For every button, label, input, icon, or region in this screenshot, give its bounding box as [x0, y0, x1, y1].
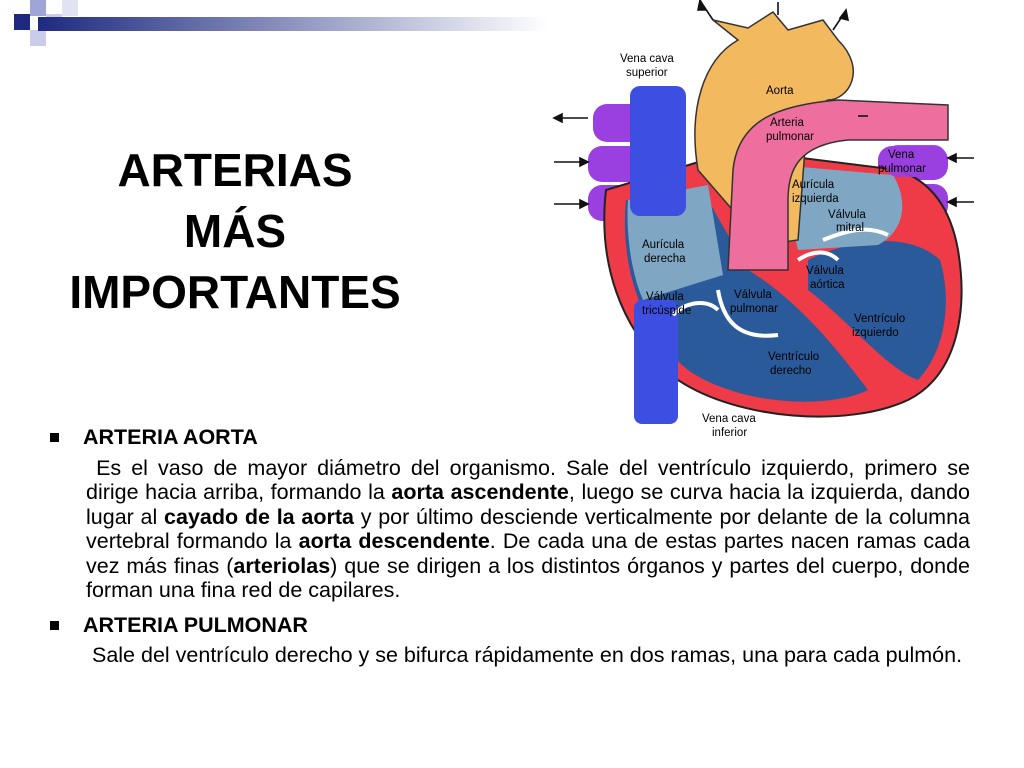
para-bold: aorta descendente [298, 529, 490, 553]
para-bold: arteriolas [233, 553, 331, 578]
label-auricula-izquierda-1: Aurícula [792, 179, 835, 191]
label-ventriculo-izquierdo-1: Ventrículo [854, 313, 906, 325]
section-pulmonar-heading [48, 613, 970, 638]
label-vena-pulmonar-1: Vena [888, 149, 915, 161]
label-valvula-pulmonar-2: pulmonar [730, 303, 778, 315]
label-aorta: Aorta [766, 85, 794, 97]
title-line-1: ARTERIAS [117, 144, 353, 196]
label-valvula-tricuspide-2: tricúspide [642, 305, 692, 317]
label-valvula-aortica-1: Válvula [806, 265, 844, 277]
label-vena-pulmonar-2: pulmonar [878, 163, 926, 175]
label-auricula-derecha-1: Aurícula [642, 239, 685, 251]
heart-diagram [548, 0, 1008, 440]
heading-text: ARTERIA PULMONAR [83, 612, 308, 637]
label-arteria-pulmonar-2: pulmonar [766, 131, 814, 143]
para-text: ) que se dirigen a los distintos órganos y partes del cuerpo, donde forman una fina red de capilares. [86, 553, 970, 602]
vena-cava-inferior [634, 300, 678, 424]
section-aorta-heading [48, 425, 970, 450]
body-content [48, 425, 970, 678]
heading-text: ARTERIA AORTA [83, 425, 258, 449]
label-vena-cava-superior-1: Vena cava [620, 53, 674, 65]
label-vena-cava-inferior-1: Vena cava [702, 413, 756, 425]
vena-cava-superior [630, 86, 686, 216]
label-valvula-pulmonar-1: Válvula [734, 289, 772, 301]
title-line-2: MÁS [183, 205, 287, 257]
label-vena-cava-inferior-2: inferior [712, 427, 748, 439]
label-ventriculo-derecho-2: derecho [770, 365, 812, 377]
bullet-square-icon [50, 621, 59, 630]
para-bold: cayado de la aorta [164, 504, 354, 529]
para-text: y por último desciende verticalmente por delante de la columna vertebral formando la [86, 504, 970, 553]
para-bold: aorta ascendente [391, 480, 569, 504]
label-valvula-aortica-2: aórtica [810, 279, 845, 291]
label-vena-cava-superior-2: superior [626, 67, 668, 79]
para-text: Sale del ventrículo derecho y se bifurca rápidamente en dos ramas, una para cada pulmón. [91, 643, 963, 667]
bullet-square-icon [50, 433, 59, 442]
slide-title [40, 140, 430, 323]
label-valvula-tricuspide-1: Válvula [646, 291, 684, 303]
para-text: , luego se curva hacia la izquierda, dando lugar al [86, 480, 970, 529]
title-line-3: IMPORTANTES [69, 266, 401, 318]
section-aorta-paragraph [86, 456, 970, 603]
section-pulmonar-paragraph [86, 643, 970, 668]
label-ventriculo-derecho-1: Ventrículo [768, 351, 820, 363]
para-text: Es el vaso de mayor diámetro del organismo. Sale del ventrículo izquierdo, primero se dirige hacia arriba, formando la [86, 455, 970, 504]
label-valvula-mitral-2: mitral [836, 222, 865, 234]
corner-decoration [0, 0, 560, 60]
para-text: . De cada una de estas partes nacen ramas cada vez más finas ( [86, 529, 970, 578]
label-arteria-pulmonar-1: Arteria [770, 117, 804, 129]
label-auricula-izquierda-2: izquierda [792, 193, 839, 205]
label-auricula-derecha-2: derecha [644, 253, 686, 265]
label-ventriculo-izquierdo-2: izquierdo [852, 327, 899, 339]
label-valvula-mitral-1: Válvula [828, 209, 866, 221]
